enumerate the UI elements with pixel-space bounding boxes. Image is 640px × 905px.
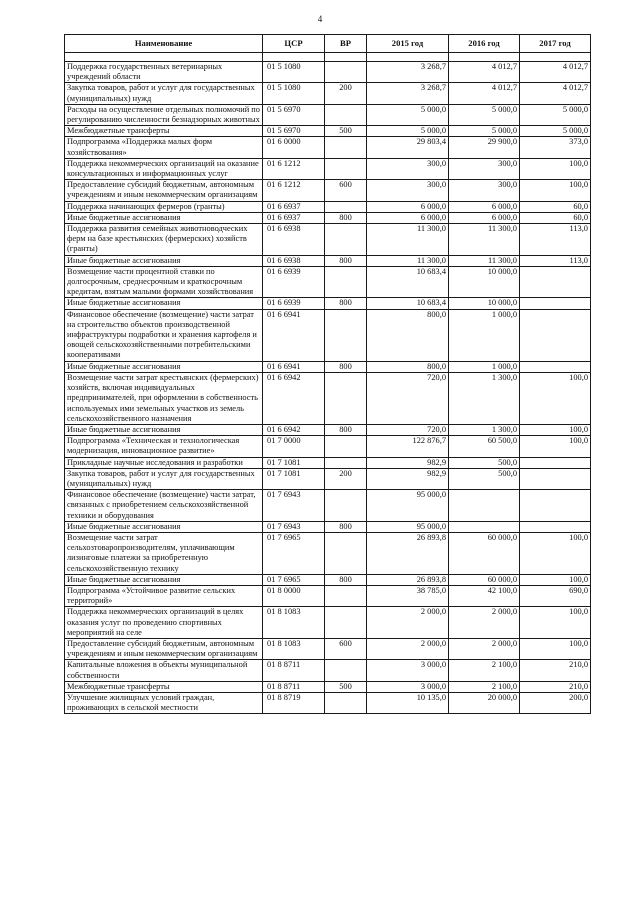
table-row: [65, 585, 591, 606]
table-row: [65, 104, 591, 125]
table-row: [65, 424, 591, 435]
row-name-cell: Закупка товаров, работ и услуг для государственных (муниципальных) нужд: [65, 83, 263, 104]
row-csr-cell: 01 7 6943: [263, 521, 325, 532]
row-csr-cell: 01 7 6965: [263, 574, 325, 585]
row-csr-cell: 01 6 1212: [263, 180, 325, 201]
row-2016-cell: 300,0: [449, 158, 520, 179]
row-name-cell: Подпрограмма «Техническая и технологическая модернизация, инновационное развитие»: [65, 436, 263, 457]
row-2015-cell: 95 000,0: [367, 521, 449, 532]
row-csr-cell: 01 7 6943: [263, 490, 325, 522]
row-name-cell: Финансовое обеспечение (возмещение) части затрат, связанных с приобретением сельскохозяйственной техники и оборудования: [65, 490, 263, 522]
spacer-cell: [65, 53, 263, 62]
table-row: [65, 126, 591, 137]
row-2015-cell: 6 000,0: [367, 212, 449, 223]
row-csr-cell: 01 6 6937: [263, 201, 325, 212]
row-vr-cell: [325, 266, 367, 298]
header-csr: ЦСР: [263, 35, 325, 53]
row-name-cell: Возмещение части затрат сельхозтоваропроизводителям, уплачивающим лизинговые платежи за приобретенную сельскохозяйственную технику: [65, 532, 263, 574]
row-2017-cell: [520, 521, 591, 532]
row-csr-cell: 01 8 1083: [263, 638, 325, 659]
row-2016-cell: 60 000,0: [449, 574, 520, 585]
row-2017-cell: 373,0: [520, 137, 591, 158]
row-2017-cell: 100,0: [520, 158, 591, 179]
row-2015-cell: 29 803,4: [367, 137, 449, 158]
row-csr-cell: 01 8 8719: [263, 692, 325, 713]
row-2017-cell: 100,0: [520, 638, 591, 659]
row-csr-cell: 01 6 6938: [263, 255, 325, 266]
row-2017-cell: 113,0: [520, 224, 591, 256]
row-vr-cell: 600: [325, 180, 367, 201]
row-vr-cell: [325, 309, 367, 361]
row-2016-cell: 500,0: [449, 457, 520, 468]
row-vr-cell: [325, 692, 367, 713]
spacer-cell: [325, 53, 367, 62]
row-csr-cell: 01 6 1212: [263, 158, 325, 179]
row-2016-cell: 5 000,0: [449, 126, 520, 137]
row-csr-cell: 01 8 8711: [263, 660, 325, 681]
row-csr-cell: 01 5 1080: [263, 83, 325, 104]
row-2016-cell: 300,0: [449, 180, 520, 201]
row-name-cell: Иные бюджетные ассигнования: [65, 424, 263, 435]
table-body: [65, 62, 591, 714]
row-csr-cell: 01 6 6938: [263, 224, 325, 256]
table-row: [65, 681, 591, 692]
row-2016-cell: [449, 490, 520, 522]
row-vr-cell: [325, 201, 367, 212]
row-2015-cell: 300,0: [367, 158, 449, 179]
table-row: [65, 180, 591, 201]
row-vr-cell: [325, 104, 367, 125]
row-2016-cell: 11 300,0: [449, 255, 520, 266]
row-2017-cell: 690,0: [520, 585, 591, 606]
row-vr-cell: [325, 372, 367, 424]
row-vr-cell: [325, 137, 367, 158]
row-2017-cell: 5 000,0: [520, 126, 591, 137]
row-2017-cell: 200,0: [520, 692, 591, 713]
row-2015-cell: 982,9: [367, 468, 449, 489]
row-vr-cell: [325, 490, 367, 522]
row-csr-cell: 01 5 1080: [263, 62, 325, 83]
row-vr-cell: [325, 158, 367, 179]
row-csr-cell: 01 6 6941: [263, 361, 325, 372]
row-2015-cell: 5 000,0: [367, 104, 449, 125]
row-2017-cell: [520, 457, 591, 468]
row-vr-cell: 800: [325, 424, 367, 435]
budget-table: [64, 34, 591, 714]
row-2015-cell: 3 000,0: [367, 681, 449, 692]
row-name-cell: Прикладные научные исследования и разработки: [65, 457, 263, 468]
row-name-cell: Закупка товаров, работ и услуг для государственных (муниципальных) нужд: [65, 468, 263, 489]
row-csr-cell: 01 8 1083: [263, 607, 325, 639]
row-vr-cell: [325, 224, 367, 256]
row-2015-cell: 10 683,4: [367, 298, 449, 309]
row-name-cell: Улучшение жилищных условий граждан, проживающих в сельской местности: [65, 692, 263, 713]
row-2016-cell: 4 012,7: [449, 83, 520, 104]
page-number: 4: [317, 14, 323, 24]
table-row: [65, 660, 591, 681]
row-name-cell: Поддержка некоммерческих организаций на оказание консультационных и информационных услуг: [65, 158, 263, 179]
spacer-cell: [449, 53, 520, 62]
table-row: [65, 436, 591, 457]
row-name-cell: Возмещение части затрат крестьянских (фермерских) хозяйств, включая индивидуальных предпринимателей, при оформлении в собственность используемых ими земельных участков из земель сельскохозяйственного назначения: [65, 372, 263, 424]
row-2016-cell: 29 900,0: [449, 137, 520, 158]
row-csr-cell: 01 7 6965: [263, 532, 325, 574]
row-csr-cell: 01 5 6970: [263, 126, 325, 137]
row-2017-cell: 100,0: [520, 574, 591, 585]
row-2015-cell: 2 000,0: [367, 638, 449, 659]
row-name-cell: Иные бюджетные ассигнования: [65, 255, 263, 266]
row-2015-cell: 3 000,0: [367, 660, 449, 681]
row-csr-cell: 01 6 6939: [263, 298, 325, 309]
table-row: [65, 457, 591, 468]
row-csr-cell: 01 6 6942: [263, 424, 325, 435]
row-2017-cell: 100,0: [520, 532, 591, 574]
row-vr-cell: [325, 585, 367, 606]
row-name-cell: Иные бюджетные ассигнования: [65, 361, 263, 372]
row-vr-cell: [325, 532, 367, 574]
row-csr-cell: 01 6 6939: [263, 266, 325, 298]
row-vr-cell: 800: [325, 255, 367, 266]
table-row: [65, 62, 591, 83]
row-csr-cell: 01 6 6942: [263, 372, 325, 424]
row-2017-cell: [520, 490, 591, 522]
row-2016-cell: 2 000,0: [449, 607, 520, 639]
table-row: [65, 158, 591, 179]
row-2016-cell: 1 000,0: [449, 309, 520, 361]
row-2016-cell: 5 000,0: [449, 104, 520, 125]
row-2016-cell: 1 000,0: [449, 361, 520, 372]
row-2016-cell: 20 000,0: [449, 692, 520, 713]
row-2015-cell: 720,0: [367, 424, 449, 435]
table-row: [65, 574, 591, 585]
table-row: [65, 361, 591, 372]
row-vr-cell: 500: [325, 681, 367, 692]
table-row: [65, 692, 591, 713]
row-name-cell: Иные бюджетные ассигнования: [65, 298, 263, 309]
row-2017-cell: 100,0: [520, 180, 591, 201]
row-2017-cell: [520, 361, 591, 372]
row-vr-cell: 200: [325, 83, 367, 104]
row-2016-cell: 4 012,7: [449, 62, 520, 83]
row-vr-cell: 500: [325, 126, 367, 137]
row-2017-cell: 60,0: [520, 201, 591, 212]
row-csr-cell: 01 6 6941: [263, 309, 325, 361]
row-2015-cell: 95 000,0: [367, 490, 449, 522]
row-vr-cell: 800: [325, 521, 367, 532]
header-2016: 2016 год: [449, 35, 520, 53]
row-vr-cell: 200: [325, 468, 367, 489]
row-csr-cell: 01 8 0000: [263, 585, 325, 606]
row-csr-cell: 01 7 0000: [263, 436, 325, 457]
row-2015-cell: 800,0: [367, 309, 449, 361]
row-csr-cell: 01 6 6937: [263, 212, 325, 223]
header-name: Наименование: [65, 35, 263, 53]
row-name-cell: Иные бюджетные ассигнования: [65, 521, 263, 532]
row-2017-cell: 210,0: [520, 660, 591, 681]
row-2017-cell: 4 012,7: [520, 83, 591, 104]
table-row: [65, 372, 591, 424]
row-2015-cell: 2 000,0: [367, 607, 449, 639]
table-row: [65, 201, 591, 212]
table-row: [65, 309, 591, 361]
row-2017-cell: 100,0: [520, 436, 591, 457]
row-vr-cell: 800: [325, 212, 367, 223]
header-2015: 2015 год: [367, 35, 449, 53]
row-2017-cell: 60,0: [520, 212, 591, 223]
table-row: [65, 468, 591, 489]
row-2016-cell: 11 300,0: [449, 224, 520, 256]
row-vr-cell: 800: [325, 574, 367, 585]
row-2017-cell: 100,0: [520, 607, 591, 639]
row-name-cell: Капитальные вложения в объекты муниципальной собственности: [65, 660, 263, 681]
table-row: [65, 212, 591, 223]
table-header-row: [65, 35, 591, 53]
header-2017: 2017 год: [520, 35, 591, 53]
row-2017-cell: 4 012,7: [520, 62, 591, 83]
row-2015-cell: 3 268,7: [367, 83, 449, 104]
row-2015-cell: 720,0: [367, 372, 449, 424]
table-row: [65, 137, 591, 158]
row-2015-cell: 300,0: [367, 180, 449, 201]
row-2015-cell: 26 893,8: [367, 574, 449, 585]
row-2017-cell: [520, 298, 591, 309]
row-2017-cell: 100,0: [520, 424, 591, 435]
table-row: [65, 490, 591, 522]
row-2015-cell: 10 135,0: [367, 692, 449, 713]
table-row: [65, 298, 591, 309]
row-2017-cell: 210,0: [520, 681, 591, 692]
row-name-cell: Межбюджетные трансферты: [65, 126, 263, 137]
row-csr-cell: 01 7 1081: [263, 468, 325, 489]
row-2015-cell: 11 300,0: [367, 224, 449, 256]
row-2016-cell: 10 000,0: [449, 266, 520, 298]
row-2015-cell: 982,9: [367, 457, 449, 468]
row-2016-cell: 1 300,0: [449, 424, 520, 435]
row-csr-cell: 01 7 1081: [263, 457, 325, 468]
row-2016-cell: 60 000,0: [449, 532, 520, 574]
row-name-cell: Иные бюджетные ассигнования: [65, 574, 263, 585]
row-2015-cell: 10 683,4: [367, 266, 449, 298]
row-name-cell: Предоставление субсидий бюджетным, автономным учреждениям и иным некоммерческим организациям: [65, 638, 263, 659]
row-2015-cell: 800,0: [367, 361, 449, 372]
row-2015-cell: 26 893,8: [367, 532, 449, 574]
row-name-cell: Поддержка некоммерческих организаций в целях оказания услуг по проведению спортивных мероприятий на селе: [65, 607, 263, 639]
spacer-cell: [367, 53, 449, 62]
row-2015-cell: 122 876,7: [367, 436, 449, 457]
row-2017-cell: [520, 266, 591, 298]
table-row: [65, 638, 591, 659]
row-2016-cell: [449, 521, 520, 532]
row-2016-cell: 1 300,0: [449, 372, 520, 424]
row-name-cell: Финансовое обеспечение (возмещение) части затрат на строительство объектов производственной инфраструктуры подработки и хранения картофеля и овощей сельскохозяйственными потребительскими кооперативами: [65, 309, 263, 361]
row-2016-cell: 6 000,0: [449, 212, 520, 223]
row-name-cell: Межбюджетные трансферты: [65, 681, 263, 692]
row-name-cell: Предоставление субсидий бюджетным, автономным учреждениям и иным некоммерческим организациям: [65, 180, 263, 201]
row-2017-cell: [520, 309, 591, 361]
row-name-cell: Подпрограмма «Устойчивое развитие сельских территорий»: [65, 585, 263, 606]
row-2015-cell: 6 000,0: [367, 201, 449, 212]
row-name-cell: Поддержка развития семейных животноводческих ферм на базе крестьянских (фермерских) хозяйств (гранты): [65, 224, 263, 256]
spacer-cell: [263, 53, 325, 62]
row-2016-cell: 2 000,0: [449, 638, 520, 659]
row-vr-cell: 800: [325, 298, 367, 309]
spacer-cell: [520, 53, 591, 62]
row-vr-cell: [325, 436, 367, 457]
row-2017-cell: [520, 468, 591, 489]
row-vr-cell: 800: [325, 361, 367, 372]
row-name-cell: Поддержка государственных ветеринарных учреждений области: [65, 62, 263, 83]
row-name-cell: Иные бюджетные ассигнования: [65, 212, 263, 223]
row-name-cell: Расходы на осуществление отдельных полномочий по регулированию численности безнадзорных животных: [65, 104, 263, 125]
row-2015-cell: 3 268,7: [367, 62, 449, 83]
row-2016-cell: 10 000,0: [449, 298, 520, 309]
row-vr-cell: [325, 607, 367, 639]
header-spacer-row: [65, 53, 591, 62]
row-2016-cell: 2 100,0: [449, 681, 520, 692]
row-2016-cell: 42 100,0: [449, 585, 520, 606]
row-csr-cell: 01 6 0000: [263, 137, 325, 158]
row-csr-cell: 01 8 8711: [263, 681, 325, 692]
row-vr-cell: [325, 660, 367, 681]
table-row: [65, 224, 591, 256]
header-vr: ВР: [325, 35, 367, 53]
table-row: [65, 83, 591, 104]
row-2015-cell: 11 300,0: [367, 255, 449, 266]
table-row: [65, 607, 591, 639]
row-2016-cell: 6 000,0: [449, 201, 520, 212]
row-2016-cell: 2 100,0: [449, 660, 520, 681]
row-csr-cell: 01 5 6970: [263, 104, 325, 125]
row-2017-cell: 113,0: [520, 255, 591, 266]
table-row: [65, 532, 591, 574]
row-vr-cell: [325, 457, 367, 468]
row-name-cell: Возмещение части процентной ставки по долгосрочным, среднесрочным и краткосрочным кредитам, взятым малыми формами хозяйствования: [65, 266, 263, 298]
row-2016-cell: 500,0: [449, 468, 520, 489]
row-2016-cell: 60 500,0: [449, 436, 520, 457]
row-2015-cell: 38 785,0: [367, 585, 449, 606]
row-vr-cell: [325, 62, 367, 83]
row-name-cell: Подпрограмма «Поддержка малых форм хозяйствования»: [65, 137, 263, 158]
row-2017-cell: 100,0: [520, 372, 591, 424]
table-row: [65, 255, 591, 266]
row-name-cell: Поддержка начинающих фермеров (гранты): [65, 201, 263, 212]
table-row: [65, 266, 591, 298]
row-2017-cell: 5 000,0: [520, 104, 591, 125]
row-2015-cell: 5 000,0: [367, 126, 449, 137]
row-vr-cell: 600: [325, 638, 367, 659]
table-row: [65, 521, 591, 532]
